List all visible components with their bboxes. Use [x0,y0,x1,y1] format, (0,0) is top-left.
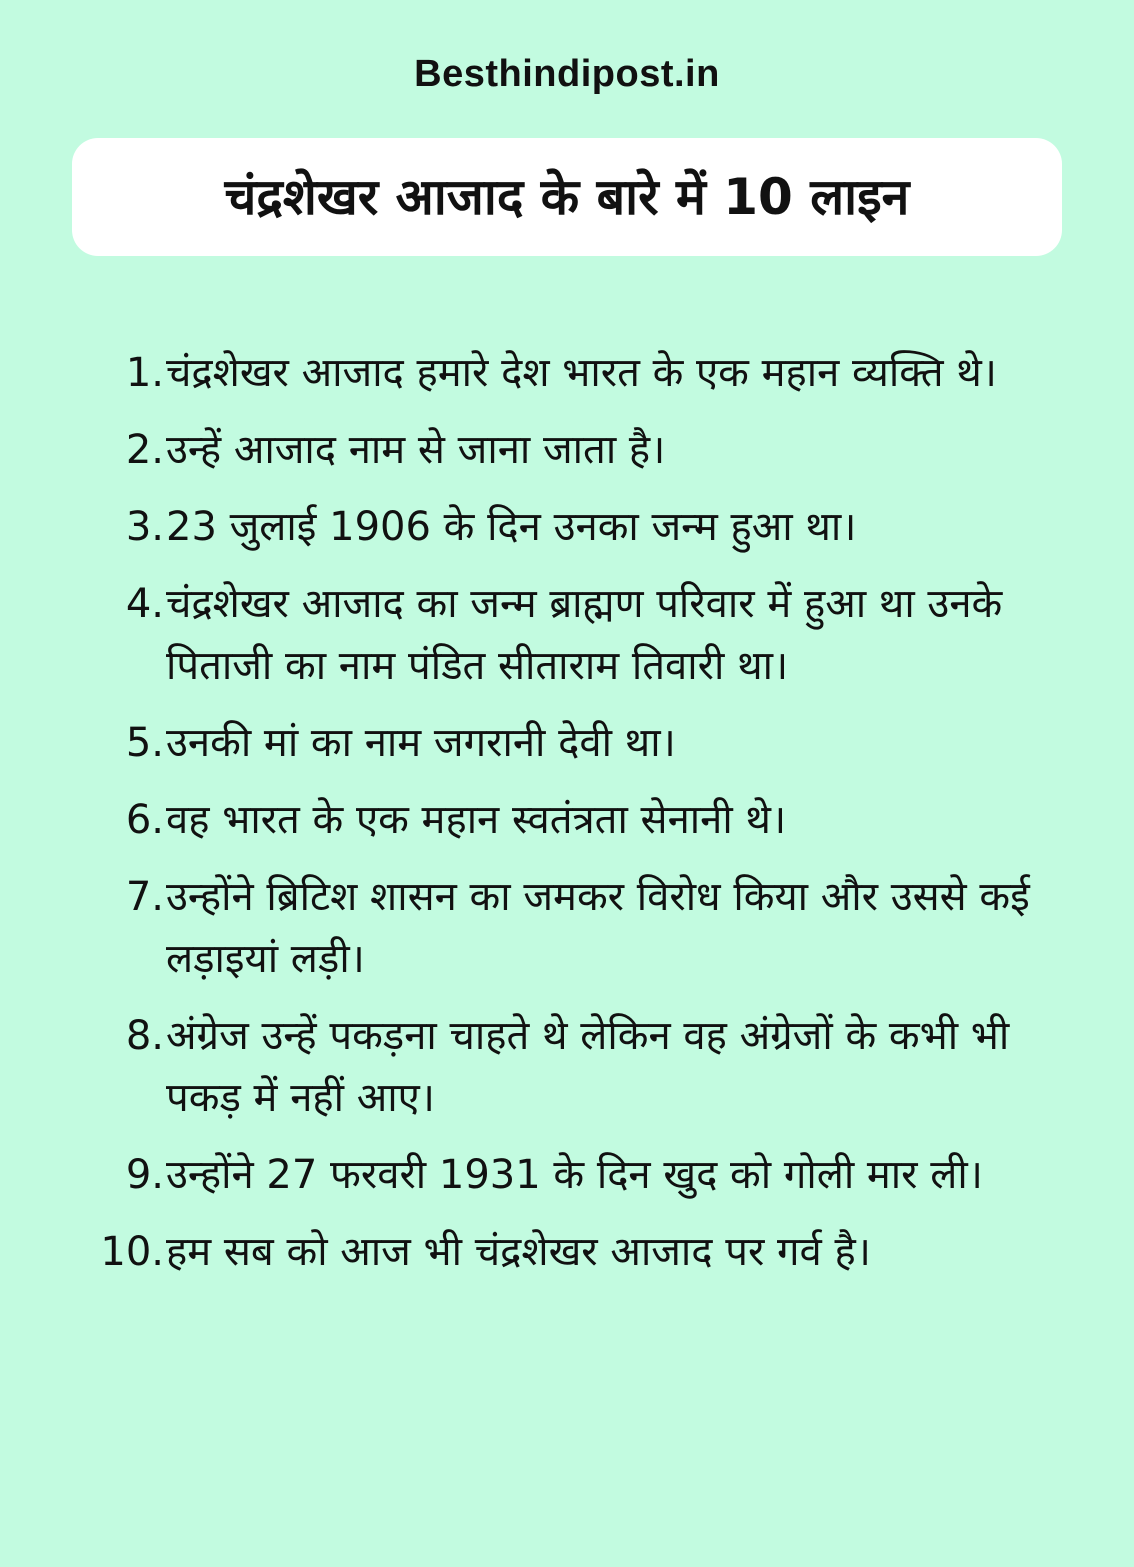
list-item [0,342,1134,404]
item-text: वह भारत के एक महान स्वतंत्रता सेनानी थे। [166,797,787,843]
site-name: Besthindipost.in [414,53,720,95]
item-text: अंग्रेज उन्हें पकड़ना चाहते थे लेकिन वह अंग्रेजों के कभी भी पकड़ में नहीं आए। [166,1013,1010,1121]
item-text: उन्हें आजाद नाम से जाना जाता है। [166,427,666,473]
item-number: 8. [125,1013,164,1059]
item-number: 7. [125,874,164,920]
item-text: चंद्रशेखर आजाद का जन्म ब्राह्मण परिवार में हुआ था उनके पिताजी का नाम पंडित सीताराम तिवारी था। [166,581,1003,689]
item-text: 23 जुलाई 1906 के दिन उनका जन्म हुआ था। [166,504,857,550]
item-number: 1. [125,350,164,396]
item-text: उन्होंने ब्रिटिश शासन का जमकर विरोध किया और उससे कई लड़ाइयां लड़ी। [166,874,1030,982]
item-text: उन्होंने 27 फरवरी 1931 के दिन खुद को गोली मार ली। [166,1152,983,1198]
item-number: 6. [125,797,164,843]
page-title: चंद्रशेखर आजाद के बारे में 10 लाइन [224,168,910,226]
list-item [0,419,1134,481]
title-box [72,138,1062,256]
list-item [0,712,1134,774]
item-number: 4. [125,581,164,627]
item-number: 5. [125,720,164,766]
item-text: उनकी मां का नाम जगरानी देवी था। [166,720,676,766]
item-number: 2. [125,427,164,473]
list-item [0,573,1134,697]
item-number: 10. [100,1229,164,1275]
list-item [0,496,1134,558]
list-item [0,1221,1134,1283]
list-item [0,1144,1134,1206]
list-item [0,789,1134,851]
list-item [0,1005,1134,1129]
item-text: चंद्रशेखर आजाद हमारे देश भारत के एक महान व्यक्ति थे। [166,350,997,396]
item-number: 3. [125,504,164,550]
list-item [0,866,1134,990]
item-text: हम सब को आज भी चंद्रशेखर आजाद पर गर्व है। [166,1229,871,1275]
facts-list [0,342,1134,1298]
item-number: 9. [125,1152,164,1198]
